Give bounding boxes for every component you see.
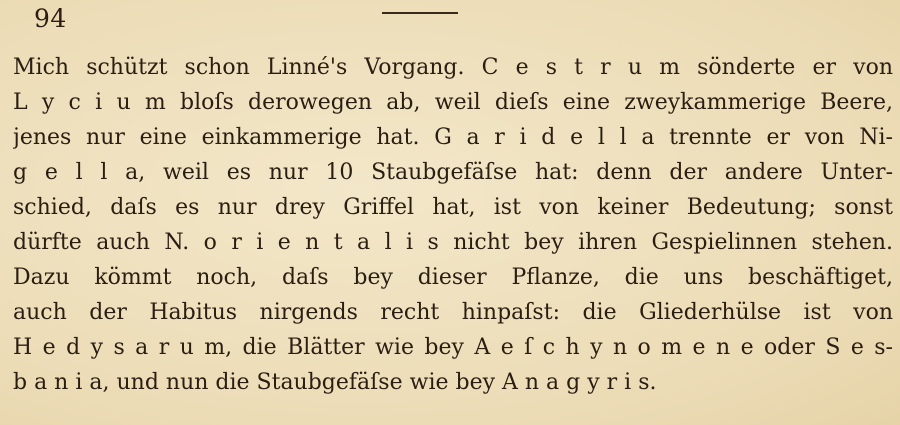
text-line: L y c i u m bloſs derowegen ab, weil dieſs eine zweykammerige Beere, <box>13 90 893 115</box>
page-number: 94 <box>34 4 67 33</box>
header-rule <box>382 12 458 14</box>
text-line: dürfte auch N. o r i e n t a l i s nicht bey ihren Gespielinnen stehen. <box>13 230 893 255</box>
text-line: Mich schützt schon Linné's Vorgang. C e s t r u m sönderte er von <box>13 55 893 80</box>
text-line: jenes nur eine einkammerige hat. G a r i d e l l a trennte er von Ni- <box>13 125 893 150</box>
text-line: Dazu kömmt noch, daſs bey dieser Pflanze, die uns beschäftiget, <box>13 265 893 290</box>
text-line: H e d y s a r u m, die Blätter wie bey A e ſ c h y n o m e n e oder S e s- <box>13 335 893 360</box>
text-line: auch der Habitus nirgends recht hinpaſst: die Gliederhülse ist von <box>13 300 893 325</box>
text-line: g e l l a, weil es nur 10 Staubgefäſse hat: denn der andere Unter- <box>13 160 893 185</box>
text-line: schied, daſs es nur drey Griffel hat, ist von keiner Bedeutung; sonst <box>13 195 893 220</box>
body-text <box>13 50 893 400</box>
text-line: b a n i a, und nun die Staubgefäſse wie bey A n a g y r i s. <box>13 370 657 395</box>
